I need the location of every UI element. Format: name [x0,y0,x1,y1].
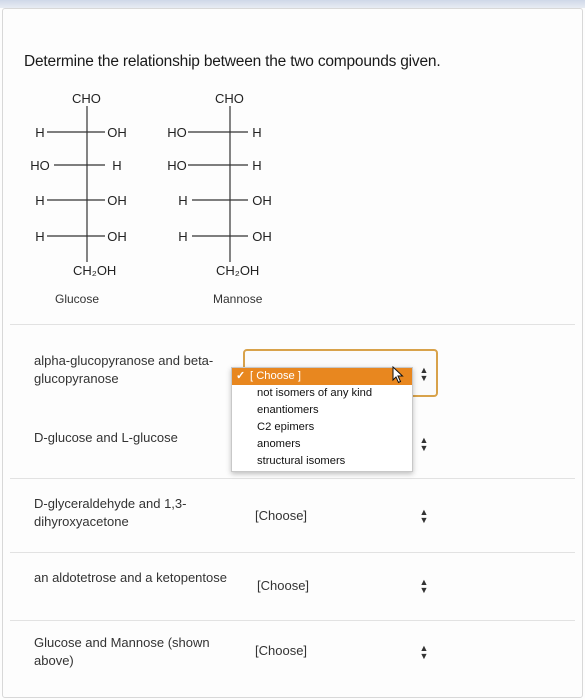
label-line: glucopyranose [34,371,119,386]
glucose-caption: Glucose [55,292,100,306]
mannose-c3-right: H [252,158,262,173]
mannose-c2-right: H [252,125,262,140]
glucose-c4-right: OH [107,193,127,208]
glucose-c2-left: H [35,125,45,140]
select-dropdown-menu [231,367,413,472]
glucose-c3-left: HO [30,158,50,173]
glucose-c5-left: H [35,229,45,244]
label-line: D-glyceraldehyde and 1,3- [34,496,187,511]
dropdown-option-anomers[interactable]: anomers [257,438,301,450]
section-divider [10,324,575,325]
dropdown-option-structural-isomers[interactable]: structural isomers [257,455,346,467]
label-line: Glucose and Mannose (shown [34,635,210,650]
section-divider [10,552,575,553]
glucose-c4-left: H [35,193,45,208]
glucose-top-group: CHO [72,91,101,106]
mannose-bottom-group: CH₂OH [216,263,260,278]
glucose-c5-right: OH [107,229,127,244]
match-item-label-2 [34,429,178,447]
dropdown-option-not-isomers[interactable]: not isomers of any kind [257,387,373,399]
question-text: Determine the relationship between the two compounds given. [24,53,441,70]
label-line: above) [34,653,74,668]
answer-select-3[interactable]: [Choose] [255,507,308,523]
select-arrows-icon[interactable]: ▲ ▼ [419,365,429,383]
glucose-c3-right: H [112,158,122,173]
mannose-c2-left: HO [167,125,187,140]
label-line: dihyroxyacetone [34,514,129,529]
answer-select-5[interactable]: [Choose] [255,642,308,658]
label-line: alpha-glucopyranose and beta- [34,353,214,368]
glucose-fischer-projection [30,91,127,306]
dropdown-option-c2-epimers[interactable]: C2 epimers [257,421,315,433]
glucose-c2-right: OH [107,125,127,140]
fischer-projections [0,0,585,320]
label-line: an aldotetrose and a ketopentose [34,570,227,585]
match-item-label-5 [34,634,210,670]
mannose-c3-left: HO [167,158,187,173]
option-label: [ Choose ] [250,370,301,382]
mannose-top-group: CHO [215,91,244,106]
select-arrows-icon[interactable]: ▲ ▼ [419,435,429,453]
answer-select-4[interactable]: [Choose] [257,577,310,593]
mannose-caption: Mannose [213,292,263,306]
section-divider [10,478,575,479]
glucose-bottom-group: CH₂OH [73,263,117,278]
dropdown-option-enantiomers[interactable]: enantiomers [257,404,319,416]
select-arrows-icon[interactable]: ▲ ▼ [419,643,429,661]
label-line: D-glucose and L-glucose [34,430,178,445]
dropdown-option-choose[interactable] [232,368,412,385]
mannose-fischer-projection [167,91,272,306]
mannose-c4-left: H [178,193,188,208]
match-item-label-4 [34,569,227,587]
match-item-label-1 [34,352,213,388]
mouse-cursor-icon [392,366,404,384]
checkmark-icon: ✓ [236,370,246,382]
section-divider [10,620,575,621]
mannose-c5-right: OH [252,229,272,244]
select-arrows-icon[interactable]: ▲ ▼ [419,507,429,525]
match-item-label-3 [34,495,186,531]
mannose-c4-right: OH [252,193,272,208]
mannose-c5-left: H [178,229,188,244]
select-arrows-icon[interactable]: ▲ ▼ [419,577,429,595]
